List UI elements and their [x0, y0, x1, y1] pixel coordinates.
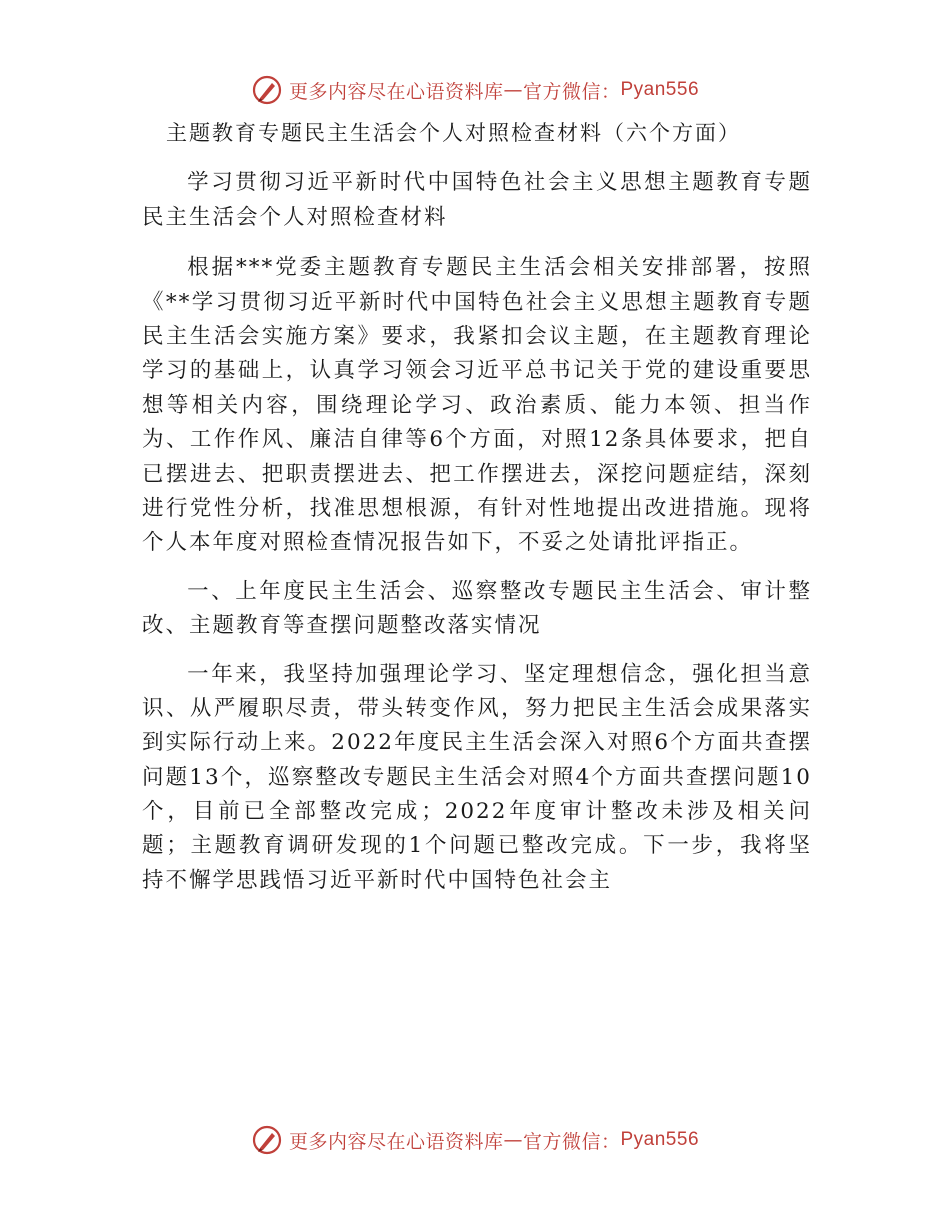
watermark-separator: —: [503, 1129, 523, 1151]
watermark-brand-text: 更多内容尽在心语资料库: [288, 80, 504, 103]
document-body: [142, 118, 812, 912]
section-1-paragraph: 一年来，我坚持加强理论学习、坚定理想信念，强化担当意识、从严履职尽责，带头转变作风，努力把民主生活会成果落实到实际行动上来。2022年度民主生活会深入对照6个方面共查摆问题13个，巡察整改专题民主生活会对照4个方面共查摆问题10个，目前已全部整改完成；2022年度审计整改未涉及相关问题；主题教育调研发现的1个问题已整改完成。下一步，我将坚持不懈学思践悟习近平新时代中国特色社会主: [142, 661, 812, 893]
document-title: 主题教育专题民主生活会个人对照检查材料（六个方面）: [166, 121, 741, 145]
intro-paragraph: 根据***党委主题教育专题民主生活会相关安排部署，按照《**学习贯彻习近平新时代中国特色社会主义思想主题教育专题民主生活会实施方案》要求，我紧扣会议主题，在主题教育理论学习的基础上，认真学习领会习近平总书记关于党的建设重要思想等相关内容，围绕理论学习、政治素质、能力本领、担当作为、工作作风、廉洁自律等6个方面，对照12条具体要求，把自已摆进去、把职责摆进去、把工作摆进去，深挖问题症结，深刻进行党性分析，找准思想根源，有针对性地提出改进措施。现将个人本年度对照检查情况报告如下，不妥之处请批评指正。: [142, 255, 812, 556]
document-subtitle: 学习贯彻习近平新时代中国特色社会主义思想主题教育专题民主生活会个人对照检查材料: [142, 170, 812, 230]
watermark-separator: —: [503, 79, 523, 101]
watermark-wechat-label: 官方微信：: [522, 1130, 621, 1153]
watermark-brand-text: 更多内容尽在心语资料库: [288, 1130, 504, 1153]
watermark-wechat-id: Pyan556: [620, 79, 700, 100]
watermark-banner-top: [0, 68, 950, 112]
watermark-wechat-id: Pyan556: [620, 1129, 700, 1150]
watermark-banner-bottom: [0, 1118, 950, 1162]
section-heading-1: 一、上年度民主生活会、巡察整改专题民主生活会、审计整改、主题教育等查摆问题整改落实情况: [142, 578, 812, 639]
pen-logo-icon: [251, 1124, 283, 1156]
watermark-wechat-label: 官方微信：: [522, 80, 621, 103]
pen-logo-icon: [251, 74, 283, 106]
